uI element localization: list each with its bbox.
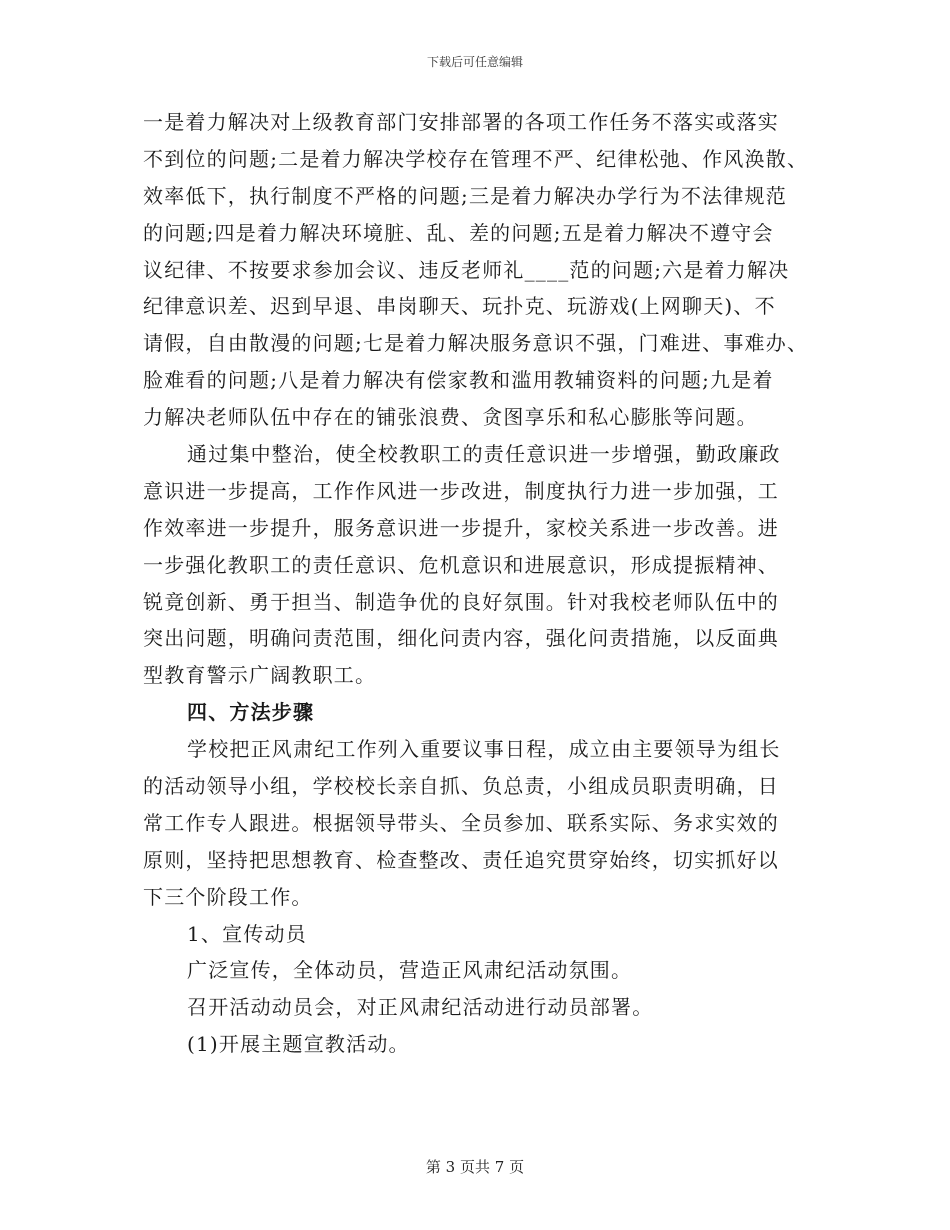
text-line: 作效率进一步提升，服务意识进一步提升，家校关系进一步改善。进 (143, 515, 779, 540)
section-heading: 四、方法步骤 (187, 700, 315, 725)
text-line: 的活动领导小组，学校校长亲自抓、负总责，小组成员职责明确，日 (143, 774, 779, 799)
list-item: (1)开展主题宣教活动。 (187, 1032, 410, 1057)
text-line: 一是着力解决对上级教育部门安排部署的各项工作任务不落实或落实 (143, 110, 779, 134)
paragraph-start-line: 召开活动动员会，对正风肃纪活动进行动员部署。 (187, 995, 654, 1020)
page-header: 下载后可任意编辑 (426, 55, 523, 69)
text-line: 议纪律、不按要求参加会议、违反老师礼____范的问题;六是着力解决 (143, 257, 790, 282)
text-line: 请假，自由散漫的问题;七是着力解决服务意识不强，门难进、事难办、 (143, 331, 809, 356)
paragraph-start-line: 学校把正风肃纪工作列入重要议事日程，成立由主要领导为组长 (187, 737, 781, 762)
text-line: 突出问题，明确问责范围，细化问责内容，强化问责措施，以反面典 (143, 626, 779, 651)
text-line: 原则，坚持把思想教育、检查整改、责任追究贯穿始终，切实抓好以 (143, 847, 779, 872)
paragraph-start-line: 通过集中整治，使全校教职工的责任意识进一步增强，勤政廉政 (187, 442, 781, 467)
text-line: 锐竟创新、勇于担当、制造争优的良好氛围。针对我校老师队伍中的 (143, 589, 779, 614)
text-line: 常工作专人跟进。根据领导带头、全员参加、联系实际、务求实效的 (143, 810, 779, 835)
page-number: 第 3 页共 7 页 (425, 1158, 525, 1176)
text-line: 不到位的问题;二是着力解决学校存在管理不严、纪律松弛、作风涣散、 (143, 146, 809, 171)
text-line: 型教育警示广阔教职工。 (143, 663, 377, 688)
document-body (143, 104, 843, 1063)
text-line: 的问题;四是着力解决环境脏、乱、差的问题;五是着力解决不遵守会 (143, 220, 774, 245)
text-line: 下三个阶段工作。 (143, 884, 313, 909)
paragraph-start-line: 广泛宣传，全体动员，营造正风肃纪活动氛围。 (187, 958, 633, 983)
text-line: 效率低下，执行制度不严格的问题;三是着力解决办学行为不法律规范 (143, 183, 787, 208)
text-line: 意识进一步提高，工作作风进一步改进，制度执行力进一步加强，工 (143, 478, 779, 503)
text-line: 纪律意识差、迟到早退、串岗聊天、玩扑克、玩游戏(上网聊天)、不 (143, 294, 776, 319)
subsection-heading: 1、宣传动员 (187, 921, 307, 946)
text-line: 力解决老师队伍中存在的铺张浪费、贪图享乐和私心膨胀等问题。 (143, 405, 758, 430)
text-line: 一步强化教职工的责任意识、危机意识和进展意识，形成提振精神、 (143, 552, 779, 577)
text-line: 脸难看的问题;八是着力解决有偿家教和滥用教辅资料的问题;九是着 (143, 368, 774, 393)
